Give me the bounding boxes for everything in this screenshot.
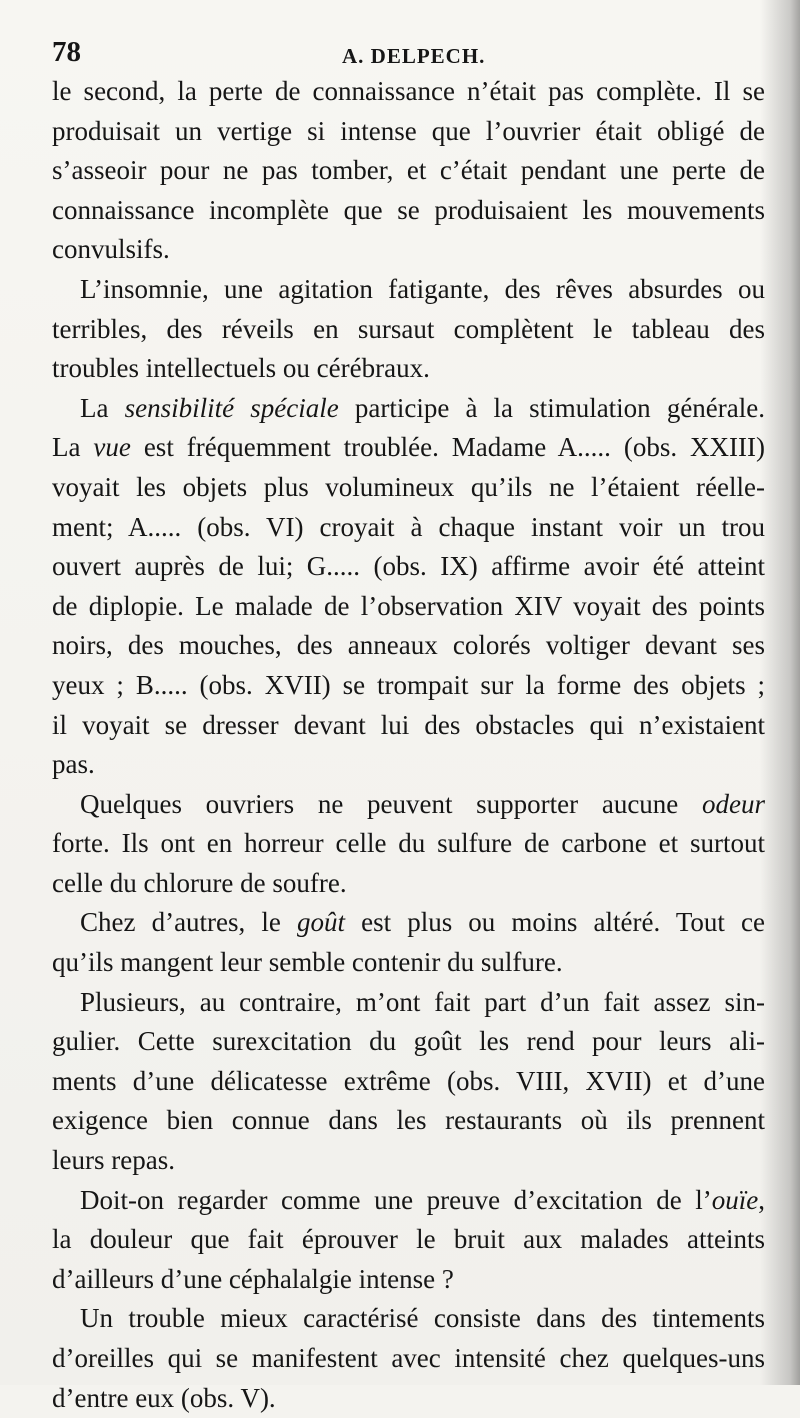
text-line: forte. Ils ont en horreur celle du sulfure de carbone et surtout bbox=[52, 828, 765, 859]
running-head: A. DELPECH. bbox=[342, 44, 486, 68]
text-line: de diplopie. Le malade de l’observation XIV voyait des points bbox=[52, 590, 765, 621]
text-line: d’oreilles qui se manifestent avec intensité chez quelques-uns bbox=[52, 1343, 765, 1373]
text-line: Plusieurs, au contraire, m’ont fait part d’un fait assez sin- bbox=[80, 986, 765, 1017]
text-line bbox=[52, 1181, 765, 1221]
text-line: L’insomnie, une agitation fatigante, des rêves absurdes ou bbox=[80, 273, 765, 304]
page-number: 78 bbox=[52, 36, 81, 68]
text-line: s’asseoir pour ne pas tomber, et c’était pendant une perte de bbox=[52, 155, 765, 186]
italic-term: sensibilité spéciale bbox=[124, 392, 339, 423]
text-line: il voyait se dresser devant lui des obstacles qui n’existaient bbox=[52, 709, 765, 740]
text-segment: Chez d’autres, le bbox=[80, 907, 297, 938]
italic-term: odeur bbox=[702, 788, 765, 819]
text-line: qu’ils mangent leur semble contenir du sulfure. bbox=[52, 947, 563, 978]
text-segment: est fréquemment troublée. Madame A..... (obs. XXIII) bbox=[130, 432, 765, 463]
text-segment: La bbox=[80, 392, 125, 423]
text-segment: , bbox=[758, 1184, 765, 1215]
italic-term: ouïe bbox=[711, 1184, 759, 1215]
text-line: yeux ; B..... (obs. XVII) se trompait sur la forme des objets ; bbox=[52, 669, 765, 700]
text-line: noirs, des mouches, des anneaux colorés voltiger devant ses bbox=[52, 630, 765, 661]
text-line: voyait les objets plus volumineux qu’ils ne l’étaient réelle- bbox=[52, 471, 765, 502]
text-segment: La bbox=[52, 432, 94, 463]
text-line: produisait un vertige si intense que l’ouvrier était obligé de bbox=[52, 115, 765, 146]
text-line: d’entre eux (obs. V). bbox=[52, 1382, 276, 1413]
text-segment: est plus ou moins altéré. Tout ce bbox=[345, 907, 765, 938]
text-line bbox=[52, 389, 765, 429]
text-line: convulsifs. bbox=[52, 234, 170, 265]
text-line: ment; A..... (obs. VI) croyait à chaque instant voir un trou bbox=[52, 511, 765, 542]
text-line: d’ailleurs d’une céphalalgie intense ? bbox=[52, 1263, 454, 1294]
italic-term: vue bbox=[93, 432, 131, 463]
body-text bbox=[52, 72, 765, 1418]
text-line bbox=[52, 428, 765, 468]
text-line: leurs repas. bbox=[52, 1145, 175, 1176]
text-line: terribles, des réveils en sursaut complètent le tableau des bbox=[52, 313, 765, 344]
text-line: gulier. Cette surexcitation du goût les rend pour leurs ali- bbox=[52, 1026, 765, 1057]
text-line bbox=[52, 903, 765, 943]
text-line: celle du chlorure de soufre. bbox=[52, 867, 347, 898]
text-line: ouvert auprès de lui; G..... (obs. IX) affirme avoir été atteint bbox=[52, 551, 765, 582]
page-header bbox=[52, 36, 762, 72]
text-segment: Quelques ouvriers ne peuvent supporter aucune bbox=[80, 788, 702, 819]
text-segment: Doit-on regarder comme une preuve d’excitation de l’ bbox=[80, 1184, 712, 1215]
text-line: la douleur que fait éprouver le bruit aux malades atteints bbox=[52, 1224, 765, 1255]
text-line: exigence bien connue dans les restaurants où ils prennent bbox=[52, 1105, 765, 1136]
text-line: ments d’une délicatesse extrême (obs. VIII, XVII) et d’une bbox=[52, 1065, 765, 1096]
text-segment: participe à la stimulation générale. bbox=[338, 392, 765, 423]
text-line: troubles intellectuels ou cérébraux. bbox=[52, 353, 430, 384]
text-line: Un trouble mieux caractérisé consiste dans des tintements bbox=[80, 1303, 765, 1334]
text-line: connaissance incomplète que se produisaient les mouvements bbox=[52, 194, 765, 225]
text-line: le second, la perte de connaissance n’était pas complète. Il se bbox=[52, 76, 765, 106]
italic-term: goût bbox=[296, 907, 345, 938]
text-line: pas. bbox=[52, 749, 95, 780]
text-line bbox=[52, 785, 765, 825]
